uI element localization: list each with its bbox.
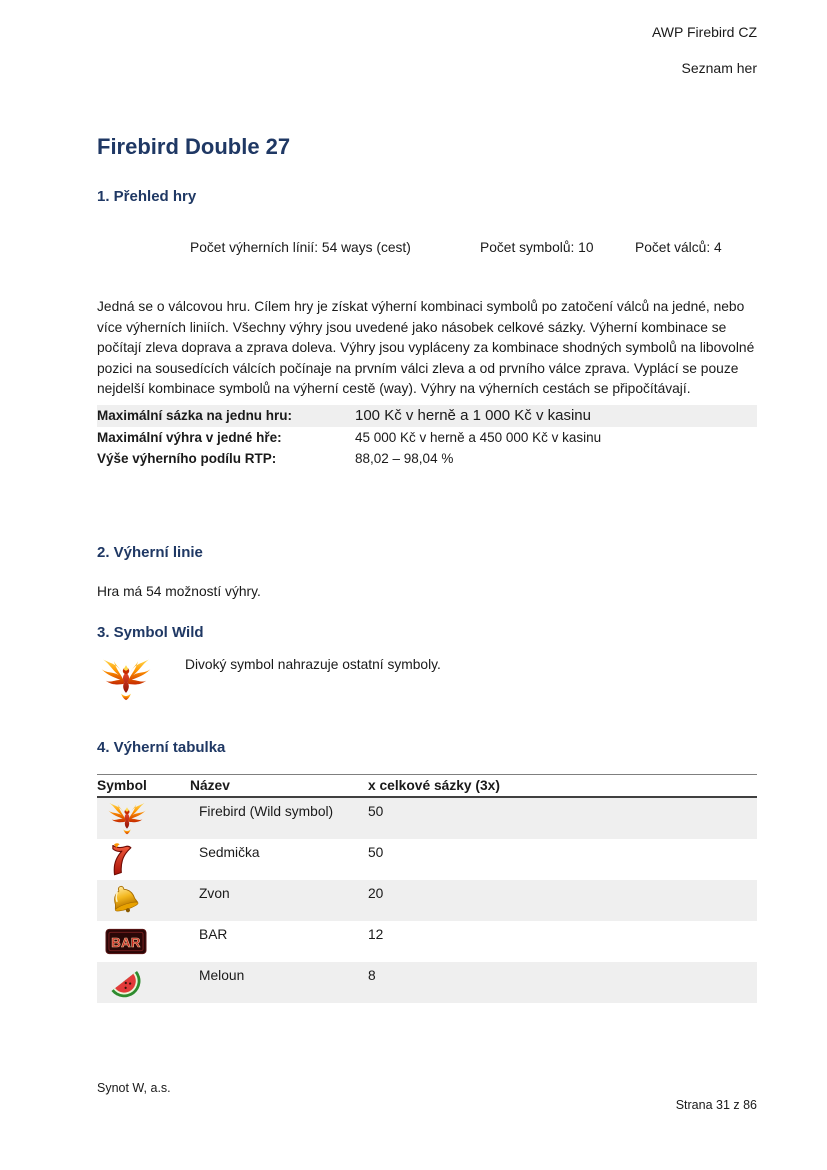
column-header-name: Název <box>190 777 230 793</box>
column-header-multiplier: x celkové sázky (3x) <box>368 777 500 793</box>
table-row <box>97 921 757 962</box>
section-heading-overview: 1. Přehled hry <box>97 188 197 205</box>
page-title: Firebird Double 27 <box>97 134 291 159</box>
section-heading-paytable: 4. Výherní tabulka <box>97 738 226 756</box>
section-heading-paylines: 2. Výherní linie <box>97 543 203 561</box>
symbol-payout: 50 <box>368 803 384 819</box>
table-row <box>97 448 757 469</box>
limit-label: Výše výherního podílu RTP: <box>97 450 277 466</box>
stat-paylines: Počet výherních línií: 54 ways (cest) <box>190 240 411 255</box>
symbol-name: Firebird (Wild symbol) <box>199 803 334 819</box>
game-stats-row <box>97 240 757 258</box>
symbol-payout: 50 <box>368 844 384 860</box>
stat-reels: Počet válců: 4 <box>635 240 722 255</box>
symbol-name: BAR <box>199 926 228 942</box>
symbol-name: Sedmička <box>199 844 260 860</box>
seven-icon <box>97 840 190 878</box>
table-row <box>97 962 757 1003</box>
limit-value: 88,02 – 98,04 % <box>355 450 454 466</box>
limit-label: Maximální sázka na jednu hru: <box>97 408 293 423</box>
paylines-text: Hra má 54 možností výhry. <box>97 583 261 599</box>
symbol-name: Meloun <box>199 967 245 983</box>
table-row <box>97 405 757 427</box>
paytable-header-row <box>97 774 757 798</box>
wild-description: Divoký symbol nahrazuje ostatní symboly. <box>185 656 441 672</box>
firebird-icon <box>97 798 190 838</box>
bar-icon <box>97 928 190 955</box>
limit-label: Maximální výhra v jedné hře: <box>97 429 282 445</box>
paytable <box>97 774 757 1003</box>
symbol-payout: 8 <box>368 967 376 983</box>
column-header-symbol: Symbol <box>97 777 147 793</box>
footer-page-number: Strana 31 z 86 <box>675 1098 757 1112</box>
firebird-wild-icon <box>100 652 152 706</box>
header-doc-title: AWP Firebird CZ <box>651 24 757 40</box>
limit-value: 45 000 Kč v herně a 450 000 Kč v kasinu <box>355 429 602 445</box>
limits-table <box>97 405 757 469</box>
table-row <box>97 427 757 448</box>
table-row <box>97 880 757 921</box>
limit-value: 100 Kč v herně a 1 000 Kč v kasinu <box>355 407 591 424</box>
symbol-payout: 20 <box>368 885 384 901</box>
symbol-name: Zvon <box>199 885 230 901</box>
footer-company: Synot W, a.s. <box>97 1081 171 1095</box>
section-heading-wild: 3. Symbol Wild <box>97 623 204 641</box>
table-row <box>97 839 757 880</box>
wild-symbol-row <box>97 652 757 710</box>
melon-icon <box>97 962 190 1002</box>
bell-icon <box>97 881 190 919</box>
symbol-payout: 12 <box>368 926 384 942</box>
main-content <box>97 0 757 1003</box>
table-row <box>97 798 757 839</box>
overview-paragraph: Jedná se o válcovou hru. Cílem hry je získat výherní kombinaci symbolů po zatočení válců na jedné, nebo více výherních liniích. Všechny výhry jsou uvedené jako násobek celkové sázky. Výherní kombinace se počítají zleva doprava a zprava doleva. Výhry jsou vypláceny za kombinace shodných symbolů na libovolné pozici na sousedících válcích počínaje na prvním válci zleva a od prvního válce zprava. Vyplácí se pouze nejdelší kombinace symbolů na výherní cestě (way). Výhry na výherních cestách se připočítávají. <box>97 299 755 396</box>
header-doc-subtitle: Seznam her <box>681 60 757 76</box>
stat-symbols: Počet symbolů: 10 <box>480 240 594 255</box>
